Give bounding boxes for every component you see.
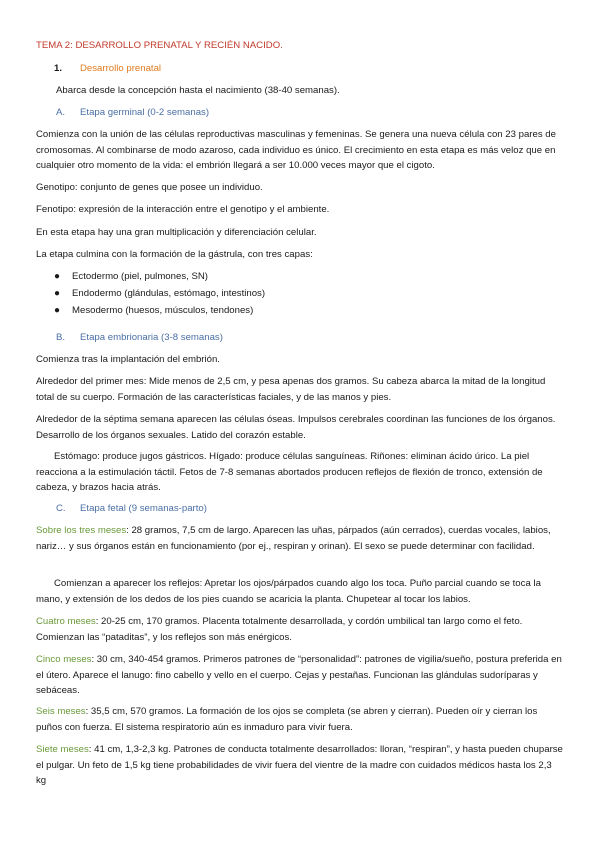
six-months-label: Seis meses <box>36 706 86 717</box>
section-1-number: 1. <box>54 63 63 74</box>
genotipo-paragraph: Genotipo: conjunto de genes que posee un individuo. <box>36 182 263 193</box>
bullet-icon: ● <box>54 305 61 316</box>
document-title: TEMA 2: DESARROLLO PRENATAL Y RECIÉN NACIDO. <box>36 40 283 51</box>
fetal-three-months: Sobre los tres meses: 28 gramos, 7,5 cm de largo. Aparecen las uñas, párpados (aún cerrados), cuerdas vocales, labios, nariz… y sus órganos están en funcionamiento (por ej., respiran y orinan). El sexo se puede determinar con facilidad. <box>36 525 551 552</box>
embrionaria-paragraph-1: Comienza tras la implantación del embrión. <box>36 354 220 365</box>
germinal-paragraph-4: En esta etapa hay una gran multiplicación y diferenciación celular. <box>36 227 317 238</box>
section-b-heading <box>56 330 556 346</box>
section-a-heading <box>56 105 556 121</box>
section-a-letter: A. <box>56 107 66 118</box>
three-months-label: Sobre los tres meses <box>36 525 127 536</box>
germinal-paragraph-1: Comienza con la unión de las células reproductivas masculinas y femeninas. Se genera una nueva célula con 23 pares de cromosomas. Al combinarse de modo azaroso, cada individuo es único. El crecimiento en esta etapa es más veloz que en cualquier otro momento de la vida: el embrión llegará a ser 10.000 veces mayor que el cigoto. <box>36 129 556 171</box>
list-item: ● Mesodermo (huesos, músculos, tendones) <box>72 303 253 319</box>
embrionaria-paragraph-2: Alrededor del primer mes: Mide menos de 2,5 cm, y pesa apenas dos gramos. Su cabeza abarca la mitad de la longitud total de su cuerpo. Formación de las características faciales, y de las manos y pies. <box>36 376 546 403</box>
germinal-paragraph-5: La etapa culmina con la formación de la gástrula, con tres capas: <box>36 249 313 260</box>
list-item: ● Endodermo (glándulas, estómago, intestinos) <box>72 286 265 302</box>
fetal-seven-months: Siete meses: 41 cm, 1,3-2,3 kg. Patrones de conducta totalmente desarrollados: lloran, “respiran”, y hasta pueden chuparse el pulgar. Un feto de 1,5 kg tiene probabilidades de vivir fuera del vientre de la madre con cuidados médicos hasta los 2,3 kg <box>36 744 563 786</box>
seven-months-label: Siete meses <box>36 744 89 755</box>
section-c-letter: C. <box>56 503 66 514</box>
section-b-label: Etapa embrionaria (3-8 semanas) <box>80 332 223 343</box>
section-1-heading <box>54 61 554 77</box>
fetal-six-months: Seis meses: 35,5 cm, 570 gramos. La formación de los ojos se completa (se abren y cierran). Pueden oír y cierran los puños con fuerza. El sistema respiratorio aún es inmaduro para vivir fuera. <box>36 706 538 733</box>
fetal-reflexes: Comienzan a aparecer los reflejos: Apretar los ojos/párpados cuando algo los toca. Puño parcial cuando se toca la mano, y extensión de los dedos de los pies cuando se acaricia la planta. Chupetear al tocar los labios. <box>36 578 541 605</box>
section-c-label: Etapa fetal (9 semanas-parto) <box>80 503 207 514</box>
bullet-icon: ● <box>54 288 61 299</box>
five-months-label: Cinco meses <box>36 654 92 665</box>
section-1-intro: Abarca desde la concepción hasta el nacimiento (38-40 semanas). <box>56 85 340 96</box>
fetal-four-months: Cuatro meses: 20-25 cm, 170 gramos. Placenta totalmente desarrollada, y cordón umbilical tan largo como el feto. Comienzan las “pataditas”, y los reflejos son más enérgicos. <box>36 616 523 643</box>
embrionaria-paragraph-4: Estómago: produce jugos gástricos. Hígado: produce células sanguíneas. Riñones: eliminan ácido úrico. La piel reacciona a la estimulación táctil. Fetos de 7-8 semanas abortados producen reflejos de flexión de tronco, extensión de cabeza, y brazos hacia atrás. <box>36 451 543 493</box>
section-b-letter: B. <box>56 332 66 343</box>
section-1-label: Desarrollo prenatal <box>80 63 162 74</box>
embrionaria-paragraph-3: Alrededor de la séptima semana aparecen las células óseas. Impulsos cerebrales coordinan las funciones de los órganos. Desarrollo de los órganos sexuales. Latido del corazón estable. <box>36 414 556 441</box>
four-months-label: Cuatro meses <box>36 616 96 627</box>
section-c-heading <box>56 501 556 517</box>
list-item: ● Ectodermo (piel, pulmones, SN) <box>72 269 208 285</box>
bullet-icon: ● <box>54 271 61 282</box>
section-a-label: Etapa germinal (0-2 semanas) <box>80 107 210 118</box>
fetal-five-months: Cinco meses: 30 cm, 340-454 gramos. Primeros patrones de “personalidad”: patrones de vigilia/sueño, postura preferida en el útero. Aparece el lanugo: fino cabello y vello en el cuerpo. Cejas y pestañas. Funcionan las glándulas sudoríparas y sebáceas. <box>36 654 562 696</box>
fenotipo-paragraph: Fenotipo: expresión de la interacción entre el genotipo y el ambiente. <box>36 204 330 215</box>
